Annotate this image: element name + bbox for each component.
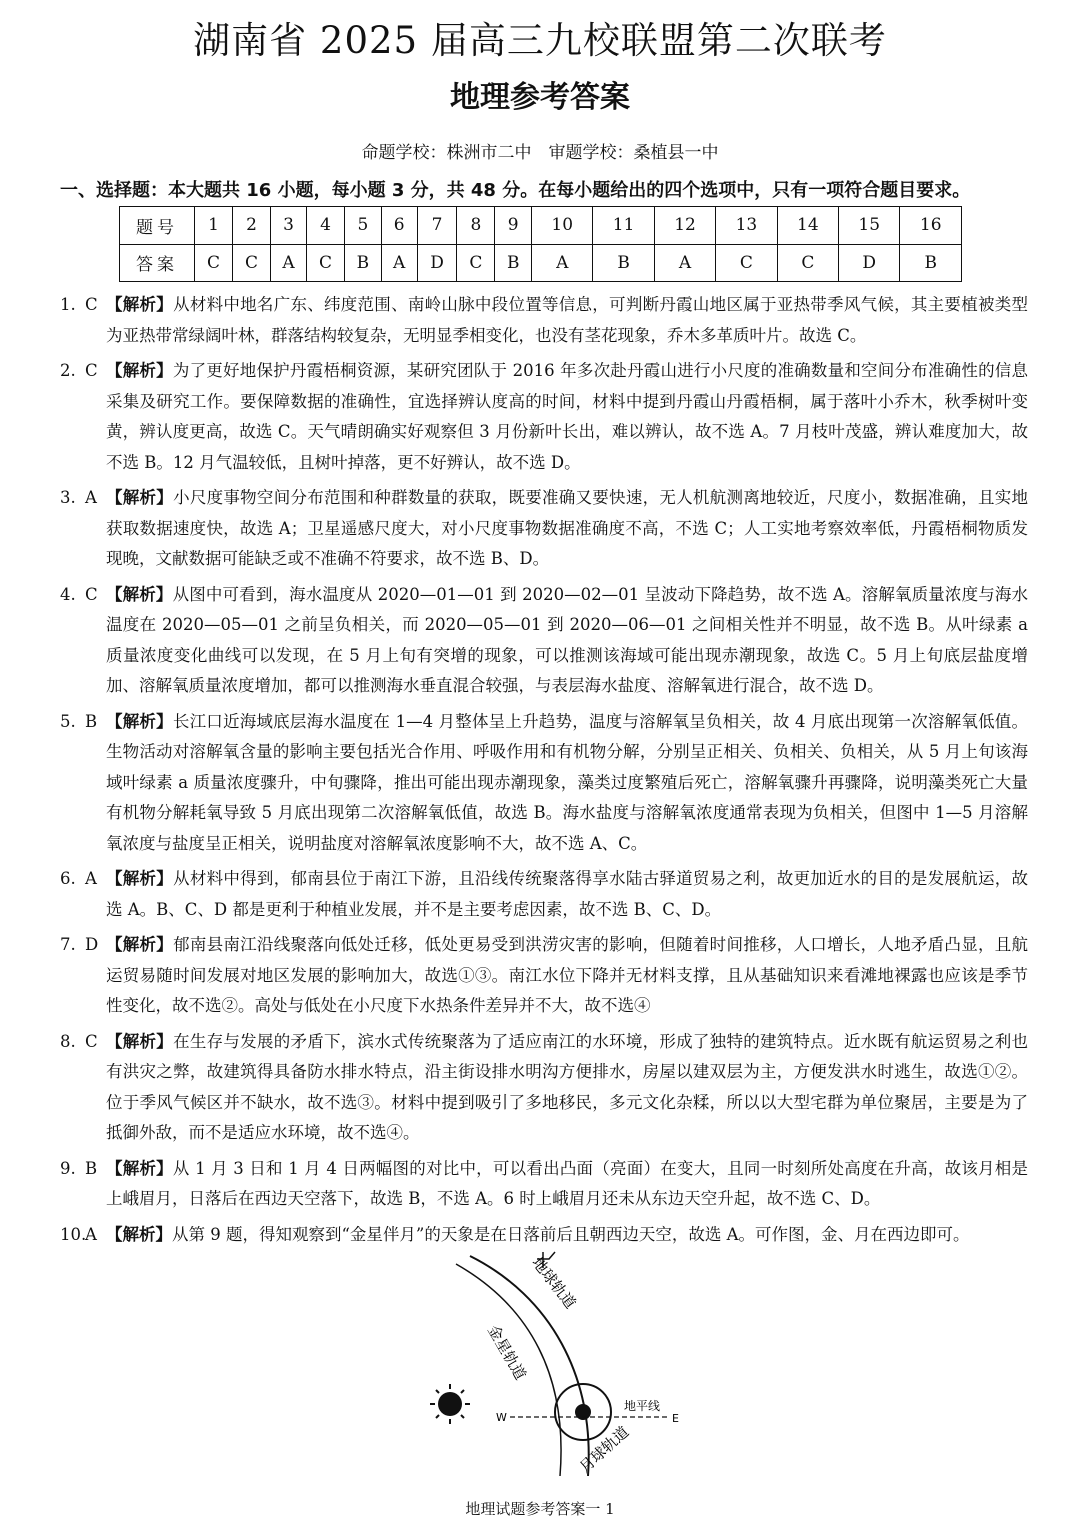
explanation-item	[60, 356, 1028, 478]
analysis-tag: 【解析】	[106, 935, 174, 954]
question-number: 16	[900, 207, 962, 245]
answer-cell: C	[777, 244, 838, 282]
analysis-tag: 【解析】	[106, 1031, 174, 1051]
answer-cell: B	[345, 244, 382, 282]
item-text: 在生存与发展的矛盾下，滨水式传统聚落为了适应南江的水环境，形成了独特的建筑特点。近水既有航运贸易之利也有洪灾之弊，故建筑得具备防水排水特点，沿主街设排水明沟方便排水，房屋以建双层为主，方便发洪水时逃生，故选①②。位于季风气候区并不缺水，故不选③。材料中提到吸引了多地移民，多元文化杂糅，所以以大型宅群为单位聚居，主要是为了抵御外敌，而不是适应水环境，故不选④。	[106, 1031, 1029, 1142]
answer-cell: C	[195, 244, 233, 282]
item-number: 2.	[60, 361, 76, 380]
answer-cell: B	[495, 244, 532, 282]
question-number: 1	[195, 207, 233, 245]
item-text: 小尺度事物空间分布范围和种群数量的获取，既要准确又要快速，无人机航测离地较近，尺度小，数据准确，且实地获取数据速度快，故选 A；卫星遥感尺度大，对小尺度事物数据准确度不高，不选 C；人工实地考察效率低，丹霞梧桐物质发现晚，文献数据可能缺乏或不准确不符要求，故不选 B、D。	[106, 488, 1029, 568]
question-number: 3	[271, 207, 307, 245]
item-number: 9.	[60, 1158, 76, 1178]
explanation-item	[60, 483, 1028, 575]
item-text: 从图中可看到，海水温度从 2020—01—01 到 2020—02—01 呈波动下降趋势，故不选 A。溶解氧质量浓度与海水温度在 2020—05—01 之前呈负相关，而 2020—05—01 到 2020—06—01 之间相关性并不明显，故不选 B。从叶绿素 a 质量浓度变化曲线可以发现，在 5 月上旬有突增的现象，可以推测该海域可能出现赤潮现象，故选 C。5 月上旬底层盐度增加、溶解氧质量浓度增加，都可以推测海水垂直混合较强，与表层海水盐度、溶解氧进行混合，故不选 D。	[106, 584, 1029, 695]
item-answer: B	[85, 711, 98, 731]
question-number: 6	[381, 207, 417, 245]
item-answer: C	[85, 1031, 98, 1051]
page-title: 湖南省 2025 届高三九校联盟第二次联考	[193, 19, 887, 62]
answer-table-answer-row	[120, 244, 962, 282]
explanation-item	[60, 930, 1028, 1022]
answer-table-number-row	[120, 207, 962, 245]
item-body	[106, 930, 1028, 1022]
analysis-tag: 【解析】	[106, 584, 173, 604]
analysis-tag: 【解析】	[106, 711, 173, 731]
item-body	[106, 580, 1028, 702]
item-body	[106, 290, 1028, 351]
row-label-number: 题号	[120, 207, 195, 245]
answer-cell: C	[233, 244, 271, 282]
item-number: 3.	[60, 488, 76, 507]
question-number: 11	[593, 207, 654, 245]
earth-orbit-label: 地球轨道	[528, 1253, 580, 1313]
analysis-tag: 【解析】	[106, 869, 174, 888]
sun-icon	[438, 1392, 462, 1416]
item-text: 从 1 月 3 日和 1 月 4 日两幅图的对比中，可以看出凸面（亮面）在变大，且同一时刻所处高度在升高，故该月相是上峨眉月，日落后在西边天空落下，故选 B，不选 A。6 时上峨眉月还未从东边天空升起，故不选 C、D。	[106, 1158, 1029, 1208]
item-number: 6.	[60, 869, 76, 888]
question-number: 7	[417, 207, 457, 245]
answer-cell: A	[271, 244, 307, 282]
explanation-item	[60, 864, 1028, 925]
question-number: 2	[233, 207, 271, 245]
section-heading: 一、选择题：本大题共 16 小题，每小题 3 分，共 48 分。在每小题给出的四个选项中，只有一项符合题目要求。	[60, 180, 971, 201]
item-answer: B	[85, 1158, 98, 1178]
item-answer: A	[85, 869, 97, 888]
west-label: W	[496, 1411, 507, 1424]
page-subtitle: 地理参考答案	[450, 80, 630, 115]
answer-cell: D	[839, 244, 900, 282]
question-number: 12	[654, 207, 715, 245]
answer-cell: A	[381, 244, 417, 282]
question-number: 10	[532, 207, 593, 245]
item-number: 1.	[60, 295, 76, 314]
question-number: 13	[716, 207, 777, 245]
moon-orbit-label: 月球轨道	[575, 1422, 633, 1476]
item-body	[106, 707, 1028, 860]
question-number: 4	[307, 207, 345, 245]
item-text: 长江口近海域底层海水温度在 1—4 月整体呈上升趋势，温度与溶解氧呈负相关，故 4 月底出现第一次溶解氧低值。生物活动对溶解氧含量的影响主要包括光合作用、呼吸作用和有机物分解，分别呈正相关、负相关、负相关，从 5 月上旬该海域叶绿素 a 质量浓度骤升，中旬骤降，推出可能出现赤潮现象，藻类过度繁殖后死亡，溶解氧骤升再骤降，说明藻类死亡大量有机物分解耗氧导致 5 月底出现第二次溶解氧低值，故选 B。海水盐度与溶解氧浓度通常表现为负相关，但图中 1—5 月溶解氧浓度与盐度呈正相关，说明盐度对溶解氧浓度影响不大，故不选 A、C。	[106, 711, 1028, 853]
row-label-answer: 答案	[120, 244, 195, 282]
item-text: 从材料中地名广东、纬度范围、南岭山脉中段位置等信息，可判断丹霞山地区属于亚热带季风气候，其主要植被类型为亚热带常绿阔叶林，群落结构较复杂，无明显季相变化，也没有茎花现象，乔木多革质叶片。故选 C。	[106, 295, 1029, 345]
answer-table	[119, 206, 962, 282]
question-number: 9	[495, 207, 532, 245]
schools-line: 命题学校：株洲市二中 审题学校：桑植县一中	[361, 143, 719, 163]
item-body	[106, 483, 1028, 575]
item-number: 5.	[60, 711, 76, 731]
analysis-tag: 【解析】	[106, 1224, 172, 1244]
item-answer: C	[85, 584, 98, 604]
east-label: E	[672, 1412, 679, 1425]
answer-cell: C	[307, 244, 345, 282]
item-answer: C	[85, 295, 98, 314]
answer-cell: B	[900, 244, 962, 282]
item-body	[106, 1027, 1028, 1149]
item-answer: C	[85, 361, 98, 380]
question-number: 8	[457, 207, 495, 245]
item-text: 郁南县南江沿线聚落向低处迁移，低处更易受到洪涝灾害的影响，但随着时间推移，人口增长，人地矛盾凸显，且航运贸易随时间发展对地区发展的影响加大，故选①③。南江水位下降并无材料支撑，且从基础知识来看滩地裸露也应该是季节性变化，故不选②。高处与低处在小尺度下水热条件差异并不大，故不选④	[106, 935, 1029, 1015]
item-text: 从第 9 题，得知观察到“金星伴月”的天象是在日落前后且朝西边天空，故选 A。可作图，金、月在西边即可。	[172, 1224, 970, 1244]
answer-cell: D	[417, 244, 457, 282]
item-number: 7.	[60, 935, 76, 954]
item-answer: D	[85, 935, 99, 954]
analysis-tag: 【解析】	[106, 295, 174, 314]
item-number: 10.	[60, 1224, 87, 1244]
answer-cell: C	[716, 244, 777, 282]
question-number: 5	[345, 207, 382, 245]
item-text: 为了更好地保护丹霞梧桐资源，某研究团队于 2016 年多次赴丹霞山进行小尺度的准确数量和空间分布准确性的信息采集及研究工作。要保障数据的准确性，宜选择辨认度高的时间，材料中提到丹霞山丹霞梧桐，属于落叶小乔木，秋季树叶变黄，辨认度更高，故选 C。天气晴朗确实好观察但 3 月份新叶长出，难以辨认，故不选 A。7 月枝叶茂盛，辨认难度加大，故不选 B。12 月气温较低，且树叶掉落，更不好辨认，故不选 D。	[106, 361, 1029, 472]
item-text: 从材料中得到，郁南县位于南江下游，且沿线传统聚落得享水陆古驿道贸易之利，故更加近水的目的是发展航运，故选 A。B、C、D 都是更利于种植业发展，并不是主要考虑因素，故不选 B、C、D。	[106, 869, 1029, 919]
horizon-label: 地平线	[624, 1399, 661, 1413]
explanation-item	[60, 1154, 1028, 1215]
answer-cell: B	[593, 244, 654, 282]
page-footer: 地理试题参考答案一 1	[465, 1500, 615, 1518]
item-number: 4.	[60, 584, 76, 604]
item-answer: A	[85, 1224, 97, 1244]
explanation-item	[60, 580, 1028, 702]
item-number: 8.	[60, 1031, 76, 1051]
item-body	[106, 864, 1028, 925]
item-body	[106, 356, 1028, 478]
explanation-item	[60, 290, 1028, 351]
item-body	[106, 1154, 1028, 1215]
explanation-item	[60, 1027, 1028, 1149]
analysis-tag: 【解析】	[106, 1158, 173, 1178]
analysis-tag: 【解析】	[106, 488, 174, 507]
answer-cell: A	[654, 244, 715, 282]
orbit-diagram	[400, 1246, 700, 1476]
analysis-tag: 【解析】	[106, 361, 173, 380]
answer-cell: C	[457, 244, 495, 282]
venus-orbit-label: 金星轨道	[484, 1322, 530, 1383]
answer-cell: A	[532, 244, 593, 282]
item-answer: A	[85, 488, 97, 507]
explanation-list	[60, 290, 1028, 1255]
explanation-item	[60, 707, 1028, 860]
question-number: 15	[839, 207, 900, 245]
question-number: 14	[777, 207, 838, 245]
